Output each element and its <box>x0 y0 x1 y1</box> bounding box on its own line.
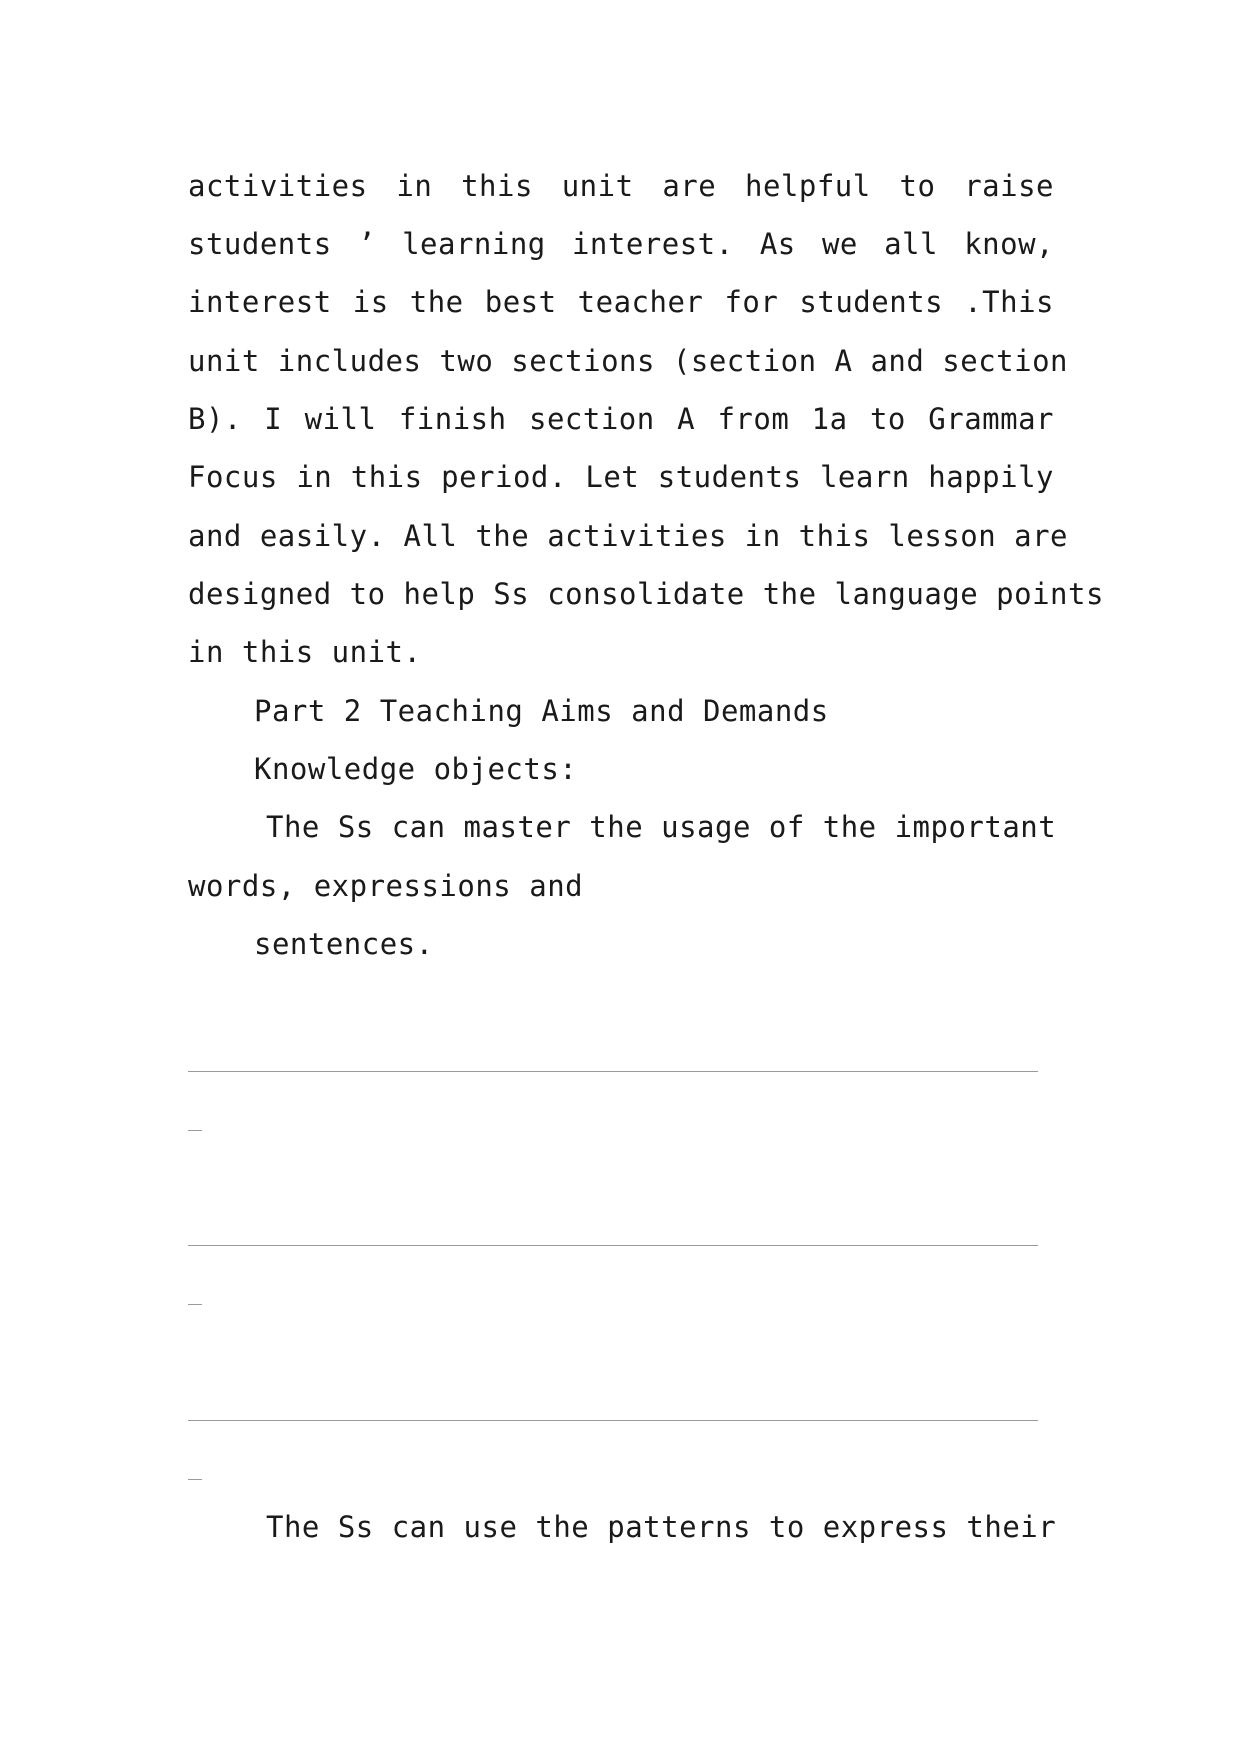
paragraph-line-1: activities in this unit are helpful to raise <box>188 169 1054 203</box>
blank-answer-line-2-tail <box>188 1304 202 1305</box>
paragraph-line-4: unit includes two sections (section A and section <box>188 344 1069 378</box>
paragraph-line-6: Focus in this period. Let students learn happily <box>188 460 1054 494</box>
paragraph-line-5: B). I will finish section A from 1a to Grammar <box>188 402 1054 436</box>
blank-answer-line-3-tail <box>188 1479 202 1480</box>
knowledge-heading: Knowledge objects: <box>254 752 578 786</box>
paragraph-line-8: designed to help Ss consolidate the language points <box>188 577 1104 611</box>
knowledge-text-line-1: The Ss can master the usage of the important <box>266 810 1057 844</box>
part2-heading: Part 2 Teaching Aims and Demands <box>254 694 829 728</box>
paragraph-line-3: interest is the best teacher for students .This <box>188 285 1054 319</box>
paragraph-line-2: students ’ learning interest. As we all know, <box>188 227 1054 261</box>
paragraph-line-9: in this unit. <box>188 635 422 669</box>
final-text-line: The Ss can use the patterns to express their <box>266 1510 1057 1544</box>
knowledge-text-line-2: words, expressions and <box>188 869 584 903</box>
blank-answer-line-2 <box>188 1245 1038 1246</box>
blank-answer-line-1 <box>188 1071 1038 1072</box>
paragraph-line-7: and easily. All the activities in this lesson are <box>188 519 1069 553</box>
blank-answer-line-1-tail <box>188 1130 202 1131</box>
knowledge-text-line-3: sentences. <box>254 927 434 961</box>
blank-answer-line-3 <box>188 1420 1038 1421</box>
